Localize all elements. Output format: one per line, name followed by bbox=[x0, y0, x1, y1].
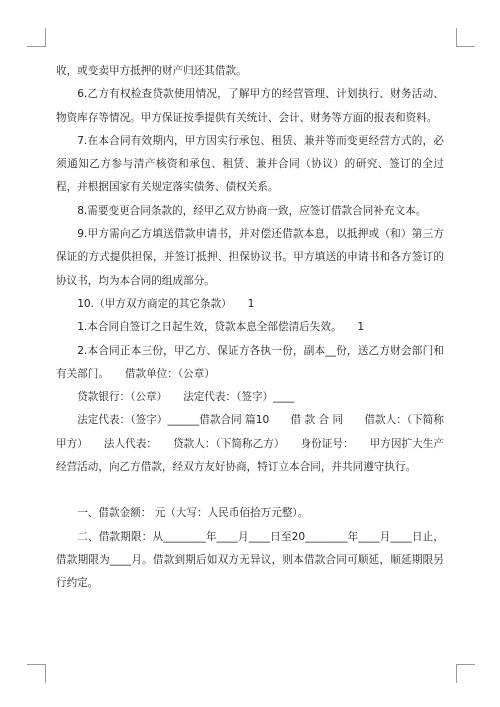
paragraph-loan-term: 二、借款期限：从________年____月____日至20________年____月____日止，借款期限为____月。借款到期后如双方无异议，则本借款合同可顺延，顺延期限另行约定。 bbox=[56, 530, 444, 590]
crop-mark-bottom-left bbox=[27, 664, 46, 683]
document-body bbox=[56, 60, 444, 596]
paragraph-effectivity: 1.本合同自签订之日起生效，贷款本息全部偿清后失效。 1 bbox=[77, 321, 365, 334]
paragraph-clause-10: 10.（甲方双方商定的其它条款） 1 bbox=[77, 297, 255, 310]
paragraph-lender-signature: 贷款银行：（公章） 法定代表：（签字）____ bbox=[77, 391, 295, 404]
paragraph-clause-8: 8.需要变更合同条款的，经甲乙双方协商一致，应签订借款合同补充文本。 bbox=[77, 204, 427, 217]
paragraph-clause-7: 7.在本合同有效期内，甲方因实行承包、租赁、兼并等而变更经营方式的，必须通知乙方参与清产核资和承包、租赁、兼并合同（协议）的研究、签订的全过程，并根据国家有关规定落实债务、债权关系。 bbox=[56, 134, 444, 194]
paragraph-continuation: 收，或变卖甲方抵押的财产归还其借款。 bbox=[56, 65, 247, 77]
crop-mark-top-left bbox=[27, 28, 46, 47]
paragraph-loan-amount: 一、借款金额： 元（大写：人民币佰拾万元整）。 bbox=[77, 507, 309, 520]
paragraph-clause-6: 6.乙方有权检查贷款使用情况，了解甲方的经营管理、计划执行、财务活动、物资库存等情况。甲方保证按季提供有关统计、会计、财务等方面的报表和资料。 bbox=[56, 88, 444, 124]
crop-mark-bottom-right bbox=[456, 664, 475, 683]
paragraph-contract-header: 法定代表：（签字）______借款合同 篇10 借 款 合 同 借款人：（下简称甲方） 法人代表： 贷款人：（下简称乙方） 身份证号： 甲方因扩大生产经营活动，向乙方借款，经双方友好协商，特订立本合同，并共同遵守执行。 bbox=[56, 414, 444, 474]
paragraph-clause-9: 9.甲方需向乙方填送借款申请书，并对偿还借款本息，以抵押或（和）第三方保证的方式提供担保，并签订抵押、担保协议书。甲方填送的申请书和各方签订的协议书，均为本合同的组成部分。 bbox=[56, 228, 444, 287]
paragraph-copies: 2.本合同正本三份，甲乙方、保证方各执一份，副本__份，送乙方财会部门和有关部门。 借款单位：（公章） bbox=[56, 344, 444, 380]
paragraph-spacer bbox=[56, 479, 444, 502]
crop-mark-top-right bbox=[456, 28, 475, 47]
